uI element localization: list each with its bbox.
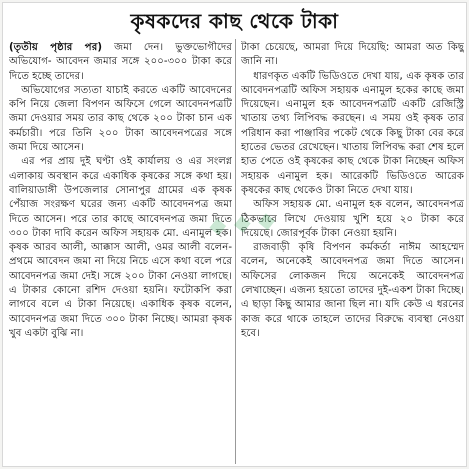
paragraph: (তৃতীয় পৃষ্ঠার পর) জমা দেন। ভুক্তভোগীদের অভিযোগ- আবেদন জমার সঙ্গে ২০০-৩০০ টাকা করে দিতে হচ্ছে তাদের। [9,42,232,82]
column-divider [235,39,236,464]
paragraph: রাজবাড়ী কৃষি বিপণন কর্মকর্তা নাঈম আহম্মেদ বলেন, অনেকেই আবেদনপত্র জমা দিতে আসেন। অফিসের লোকজন দিয়ে অনেকেই আবেদনপত্র লেখাচ্ছেন। এজন্য হয়তো তাদের দুই-একশ টাকা দিচ্ছে। এ ছাড়া কিছু আমার জানা ছিল না। যদি কেউ এ ধরনের কাজ করে থাকে তাহলে তাদের বিরুদ্ধে ব্যবস্থা নেওয়া হবে। [241,242,464,339]
paragraph: এর পর প্রায় দুই ঘণ্টা ওই কার্যালয় ও এর সংলগ্ন এলাকায় অবস্থান করে একাধিক কৃষকের সঙ্গে কথা হয়। বালিয়াডাঙ্গী উপজেলার সোনাপুর গ্রামের এক কৃষক পেঁয়াজ সংরক্ষণ ঘরের জন্য একটি আবেদনপত্র জমা দিতে আসেন। পরে তার কাছে আবেদনপত্র জমা দিতে ৩০০ টাকা দাবি করেন অফিস সহায়ক মো. এনামুল হক। কৃষক আরব আলী, আক্কাস আলী, ওমর আলী বলেন- প্রথমে আবেদন জমা না দিয়ে নিচে এসে কথা বলে পরে আবেদনপত্র জমা দেই। সঙ্গে ২০০ টাকা নেওয়া লাগছে। এ টাকার কোনো রশিদ দেওয়া হয়নি। ফটোকপি করা লাগবে বলে এ টাকা নিয়েছে। একাধিক কৃষক বলেন, আবেদনপত্র জমা দিতে ৩০০ টাকা নিচ্ছে। আমরা কৃষক খুব একটা বুঝি না। [9,156,232,339]
newspaper-clipping [2,2,467,467]
paragraph: অভিযোগের সত্যতা যাচাই করতে একটি আবেদনের কপি নিয়ে জেলা বিপণন অফিসে গেলে আবেদনপত্রটি জমা দেওয়ার সময় তার কাছ থেকে ২০০ টাকা চান এক কর্মচারী। পরে তিনি ২০০ টাকা আবেদনপত্রের সঙ্গে জমা দিয়ে আসেন। [9,84,232,154]
watermark-logo: ◆ ◆ ◆ [208,207,277,240]
right-column [241,41,464,465]
paragraph: অফিস সহায়ক মো. এনামুল হক বলেন, আবেদনপত্র ঠিকভাবে লিখে দেওয়ায় খুশি হয়ে ২০ টাকা করে দিয়েছে। জোরপূর্বক টাকা নেওয়া হয়নি। [241,199,464,239]
continuation-marker: (তৃতীয় পৃষ্ঠার পর) [9,42,102,53]
left-column [9,41,232,465]
paragraph: টাকা চেয়েছে, আমরা দিয়ে দিয়েছি: আমরা অত কিছু জানি না। [241,42,464,68]
headline: কৃষকদের কাছ থেকে টাকা [130,9,339,33]
paragraph: ধারণকৃত একটি ভিডিওতে দেখা যায়, এক কৃষক তার আবেদনপত্রটি অফিস সহায়ক এনামুল হকের কাছে জমা দিয়েছেন। এনামুল হক আবেদনপত্রটি একটি রেজিস্ট্রি খাতায় তথ্য লিপিবদ্ধ করছেন। এ সময় ওই কৃষক তার পরিধান করা পাঞ্জাবির পকেট থেকে কিছু টাকা বের করে হাতের ভেতর রেখেছেন। খাতায় লিপিবদ্ধ করা শেষ হলে হাত পেতে ওই কৃষকের কাছ থেকে টাকা নিচ্ছেন অফিস সহায়ক এনামুল হক। আরেকটি ভিডিওতে আরেক কৃষকের কাছ থেকেও টাকা নিতে দেখা যায়। [241,70,464,196]
